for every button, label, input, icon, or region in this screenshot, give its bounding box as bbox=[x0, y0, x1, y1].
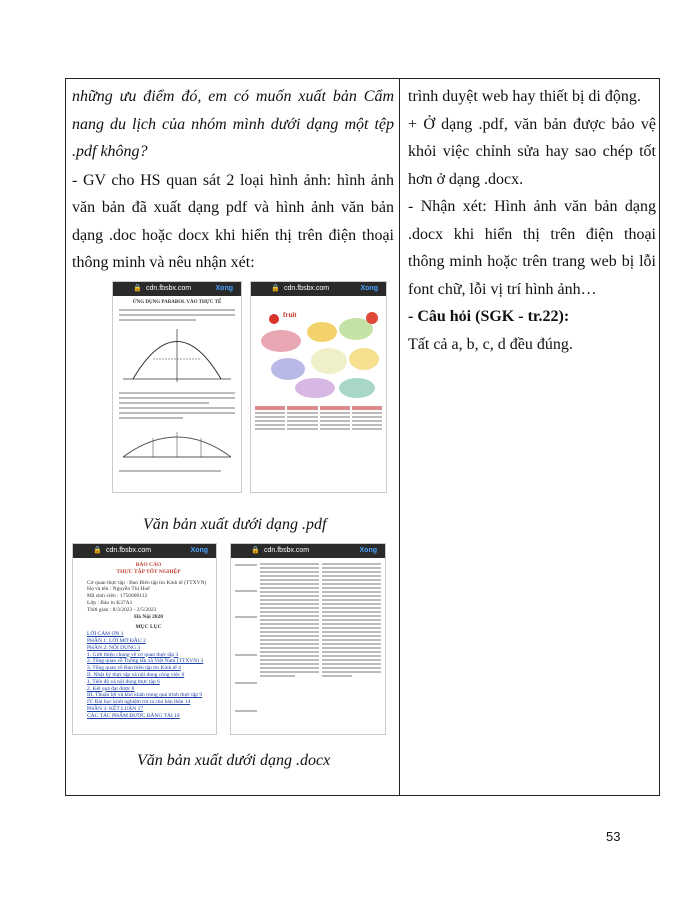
toc-item[interactable]: 1. Giới thiệu chung về cơ quan thực tập 3 bbox=[87, 651, 179, 658]
url-text: cdn.fbsbx.com bbox=[146, 285, 192, 292]
docx-table-screenshot bbox=[230, 543, 386, 735]
left-column bbox=[72, 79, 394, 277]
fruit-mindmap bbox=[251, 296, 386, 406]
right-column bbox=[408, 79, 656, 358]
right-line-1: trình duyệt web hay thiết bị di động. bbox=[408, 88, 641, 105]
lock-icon: 🔒 bbox=[271, 285, 280, 292]
parabola-graph bbox=[113, 324, 241, 384]
browser-bar bbox=[73, 544, 216, 558]
left-paragraph-1: những ưu điểm đó, em có muốn xuất bản Cẩm nang du lịch của nhóm mình dưới dạng một tệp .pdf không? bbox=[72, 88, 394, 160]
report-title: BÁO CÁO bbox=[135, 562, 162, 568]
toc-item[interactable]: PHẦN 3: KẾT LUẬN 17 bbox=[87, 705, 144, 712]
fruit-title: fruit bbox=[283, 311, 297, 319]
answer-text: Tất cả a, b, c, d đều đúng. bbox=[408, 335, 573, 353]
bridge-figure bbox=[113, 422, 241, 462]
done-button[interactable]: Xong bbox=[190, 547, 208, 554]
right-line-3: - Nhận xét: Hình ảnh văn bản dạng .docx khi hiển thị trên điện thoại thông minh hoặc trên trang web bị lỗi font chữ, lỗi vị trí hình ảnh… bbox=[408, 198, 656, 298]
toc-item[interactable]: 1. Tiến độ và nội dung thực tập 6 bbox=[87, 678, 160, 685]
done-button[interactable]: Xong bbox=[215, 285, 233, 292]
toc-item[interactable]: PHẦN 2: NỘI DUNG 3 bbox=[87, 644, 141, 651]
pdf-math-screenshot bbox=[112, 281, 242, 493]
fruit-word-lists bbox=[251, 406, 386, 432]
apple-image bbox=[269, 314, 279, 324]
browser-bar bbox=[113, 282, 241, 296]
lock-icon: 🔒 bbox=[251, 547, 260, 554]
report-time: Thời gian : 8/3/2023 - 2/5/2023 bbox=[87, 606, 157, 613]
left-paragraph-2: - GV cho HS quan sát 2 loại hình ảnh: hình ảnh văn bản đã xuất dạng pdf và hình ảnh văn bản dạng .doc hoặc docx khi hiển thị trên điện thoại thông minh và nêu nhận xét: bbox=[72, 171, 394, 271]
toc-item[interactable]: 2. Tổng quan về Thông tấn xã Việt Nam (TTXVN) 3 bbox=[87, 658, 204, 665]
toc-title: MỤC LỤC bbox=[135, 624, 162, 631]
toc-item[interactable]: II. Nhật ký thực tập và nội dung công việc 6 bbox=[87, 671, 185, 678]
caption-docx: Văn bản xuất dưới dạng .docx bbox=[137, 752, 331, 769]
report-subtitle: THỰC TẬP TỐT NGHIỆP bbox=[116, 568, 181, 575]
page-number: 53 bbox=[606, 829, 621, 844]
question-heading: - Câu hỏi (SGK - tr.22): bbox=[408, 308, 570, 325]
browser-bar bbox=[231, 544, 385, 558]
column-divider bbox=[399, 79, 400, 795]
lock-icon: 🔒 bbox=[93, 547, 102, 554]
browser-bar bbox=[251, 282, 386, 296]
toc-item[interactable]: IV. Bài học kinh nghiệm rút ra cho bản thân 14 bbox=[87, 699, 191, 706]
docx-report-screenshot bbox=[72, 543, 217, 735]
done-button[interactable]: Xong bbox=[359, 547, 377, 554]
right-line-2: + Ở dạng .pdf, văn bản được bảo vệ khỏi việc chỉnh sửa hay sao chép tốt hơn ở dạng .docx. bbox=[408, 115, 656, 188]
lock-icon: 🔒 bbox=[133, 285, 142, 292]
pdf-fruit-screenshot bbox=[250, 281, 387, 493]
pdf-math-title: ỨNG DỤNG PARABOL VÀO THỰC TẾ bbox=[132, 300, 222, 305]
url-text: cdn.fbsbx.com bbox=[106, 547, 152, 554]
url-text: cdn.fbsbx.com bbox=[264, 547, 310, 554]
url-text: cdn.fbsbx.com bbox=[284, 285, 330, 292]
broken-table bbox=[231, 558, 385, 718]
toc-item[interactable]: CÁC TÁC PHẨM ĐƯỢC ĐĂNG TẢI 18 bbox=[87, 712, 180, 719]
toc-item[interactable]: III. Thuận lợi và khó khăn trong quá trình thực tập 9 bbox=[87, 692, 203, 699]
report-agency: Cơ quan thực tập : Ban Biên tập tin Kinh tế (TTXVN) bbox=[87, 579, 207, 586]
report-name: Họ và tên : Nguyễn Thị Huế bbox=[87, 586, 150, 593]
report-city: Hà Nội 2020 bbox=[133, 613, 164, 620]
caption-pdf: Văn bản xuất dưới dạng .pdf bbox=[143, 516, 327, 533]
toc-item[interactable]: 3. Tổng quan về Ban biên tập tin Kinh tế 4 bbox=[87, 665, 181, 672]
toc-item[interactable]: LỜI CẢM ƠN 1 bbox=[87, 631, 124, 638]
toc-item[interactable]: PHẦN 1: LỜI MỞ ĐẦU 2 bbox=[87, 637, 146, 644]
report-id: Mã sinh viên : 1756000112 bbox=[87, 593, 148, 600]
done-button[interactable]: Xong bbox=[360, 285, 378, 292]
strawberry-image bbox=[366, 312, 378, 324]
toc-item[interactable]: 2. Kết quả đạt được 8 bbox=[87, 685, 135, 692]
report-class: Lớp : Báo in K37A1 bbox=[87, 599, 133, 606]
